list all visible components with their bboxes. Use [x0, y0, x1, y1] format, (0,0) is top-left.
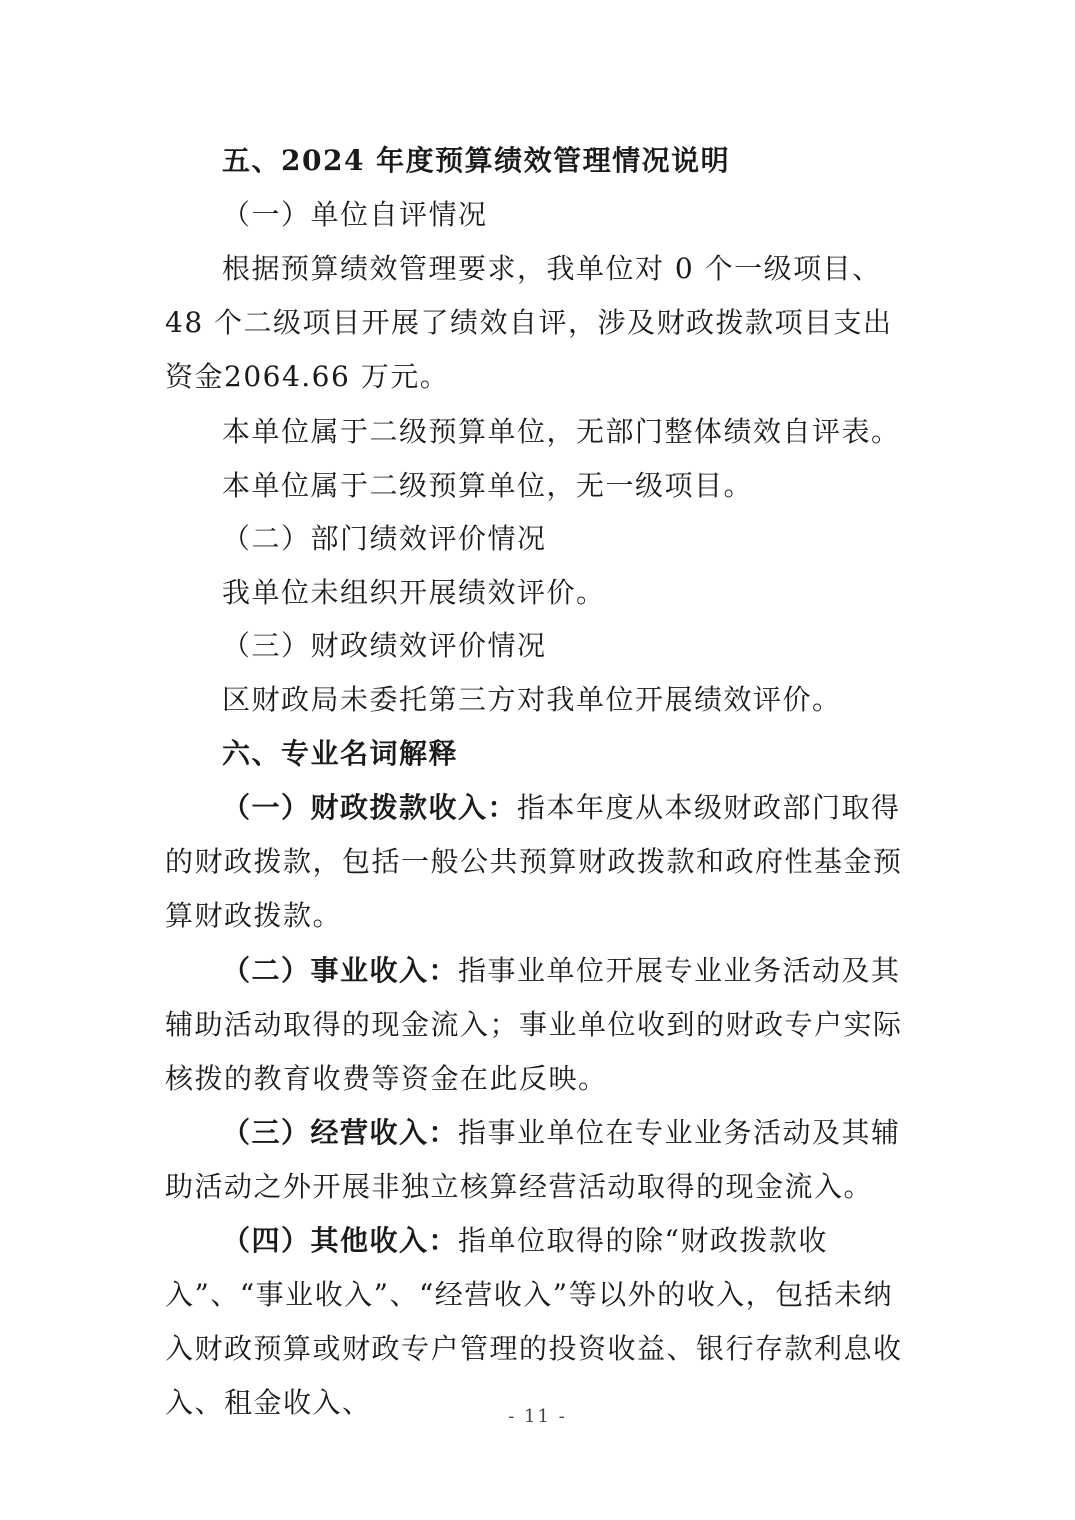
term-3-definition: 指事业单位在专业业务活动及其辅助活动之外开展非独立核算经营活动取得的现金流入。 — [165, 1116, 901, 1203]
section-5-2-paragraph: 我单位未组织开展绩效评价。 — [222, 576, 606, 609]
section-5-3-heading: （三）财政绩效评价情况 — [222, 629, 547, 662]
term-4-paragraph — [165, 1214, 915, 1430]
term-3-label: （三）经营收入： — [222, 1116, 459, 1149]
term-1-label: （一）财政拨款收入： — [222, 791, 518, 824]
term-2-paragraph — [165, 944, 915, 1106]
term-2-definition: 指事业单位开展专业业务活动及其辅助活动取得的现金流入；事业单位收到的财政专户实际核拨的教育收费等资金在此反映。 — [165, 954, 903, 1095]
section-5-1-heading: （一）单位自评情况 — [222, 198, 488, 231]
page-number: - 11 - — [508, 1406, 567, 1427]
term-2-label: （二）事业收入： — [222, 954, 459, 987]
term-3-paragraph — [165, 1106, 915, 1214]
term-1-paragraph — [165, 781, 915, 943]
section-5-1-paragraph-1: 根据预算绩效管理要求，我单位对 0 个一级项目、48 个二级项目开展了绩效自评，涉及财政拨款项目支出资金2064.66 万元。 — [165, 252, 893, 393]
section-6-heading: 六、专业名词解释 — [222, 737, 459, 770]
section-5-1-paragraph-2: 本单位属于二级预算单位，无部门整体绩效自评表。 — [222, 415, 901, 448]
section-5-3-paragraph: 区财政局未委托第三方对我单位开展绩效评价。 — [222, 683, 842, 716]
term-1-definition: 指本年度从本级财政部门取得的财政拨款，包括一般公共预算财政拨款和政府性基金预算财政拨款。 — [165, 791, 903, 932]
section-5-heading: 五、2024 年度预算绩效管理情况说明 — [222, 144, 731, 177]
section-5-2-heading: （二）部门绩效评价情况 — [222, 522, 547, 555]
term-4-definition: 指单位取得的除“财政拨款收入”、“事业收入”、“经营收入”等以外的收入，包括未纳入财政预算或财政专户管理的投资收益、银行存款利息收入、租金收入、 — [165, 1224, 903, 1419]
section-5-1-paragraph-3: 本单位属于二级预算单位，无一级项目。 — [222, 469, 754, 502]
term-4-label: （四）其他收入： — [222, 1224, 459, 1257]
